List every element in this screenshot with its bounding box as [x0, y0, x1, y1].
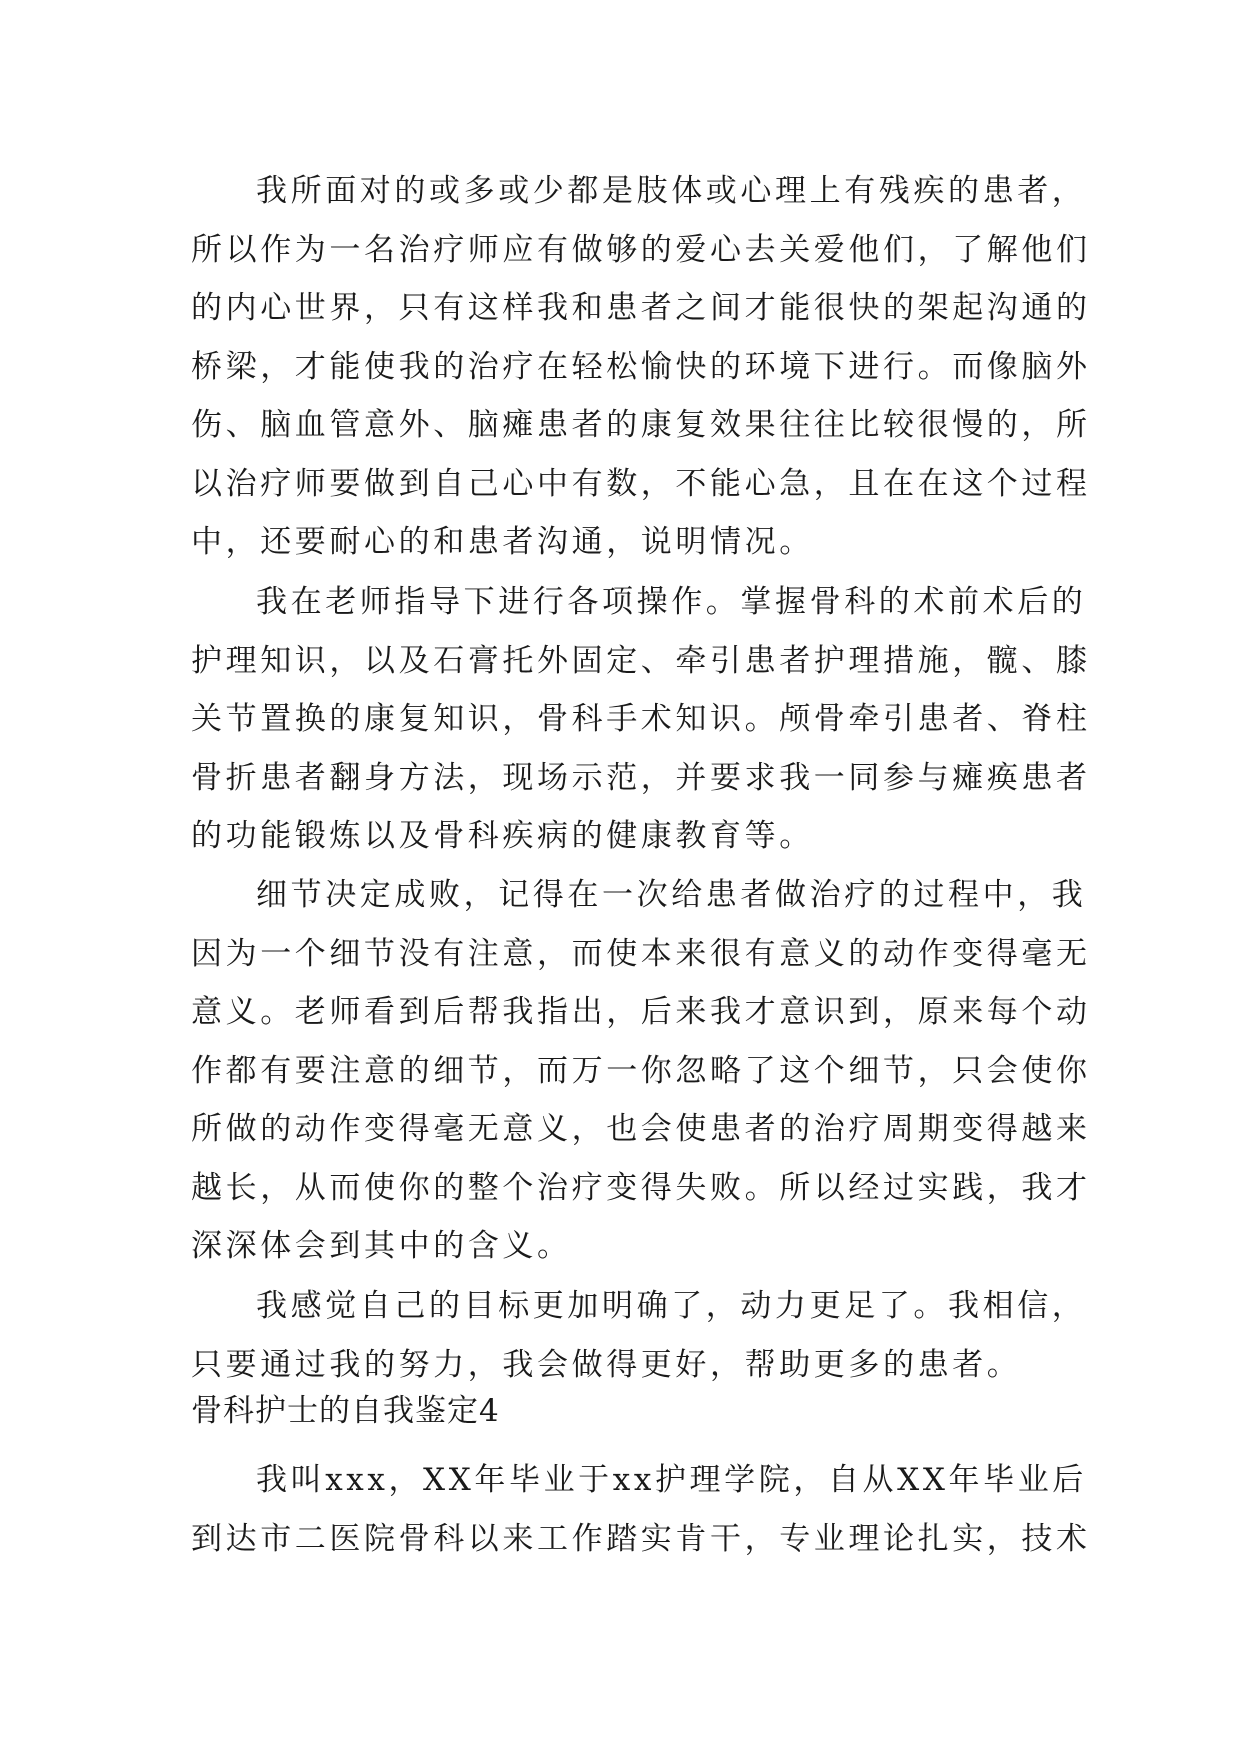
section-heading: 骨科护士的自我鉴定4 [191, 1393, 500, 1429]
paragraph-line: 桥梁，才能使我的治疗在轻松愉快的环境下进行。而像脑外 [191, 348, 1091, 385]
paragraph-line: 我在老师指导下进行各项操作。掌握骨科的术前术后的 [256, 584, 1087, 620]
paragraph-line: 的功能锻炼以及骨科疾病的健康教育等。 [191, 818, 814, 854]
paragraph-line: 护理知识，以及石膏托外固定、牵引患者护理措施，髋、膝 [191, 642, 1091, 679]
paragraph-2 [191, 573, 1091, 866]
paragraph-line: 只要通过我的努力，我会做得更好，帮助更多的患者。 [191, 1346, 1022, 1383]
paragraph-line: 伤、脑血管意外、脑瘫患者的康复效果往往比较很慢的，所 [191, 407, 1091, 443]
paragraph-line: 深深体会到其中的含义。 [191, 1228, 572, 1264]
paragraph-line: 越长，从而使你的整个治疗变得失败。所以经过实践，我才 [191, 1169, 1091, 1206]
paragraph-line: 因为一个细节没有注意，而使本来很有意义的动作变得毫无 [191, 935, 1091, 972]
paragraph-line: 中，还要耐心的和患者沟通，说明情况。 [191, 524, 814, 560]
paragraph-line: 我所面对的或多或少都是肢体或心理上有残疾的患者， [256, 173, 1087, 209]
paragraph-line: 我叫xxx，XX年毕业于xx护理学院，自从XX年毕业后 [256, 1462, 1087, 1498]
paragraph-line: 的内心世界，只有这样我和患者之间才能很快的架起沟通的 [191, 290, 1091, 326]
paragraph-line: 以治疗师要做到自己心中有数，不能心急，且在在这个过程 [191, 465, 1091, 502]
paragraph-line: 所做的动作变得毫无意义，也会使患者的治疗周期变得越来 [191, 1111, 1091, 1147]
paragraph-line: 所以作为一名治疗师应有做够的爱心去关爱他们，了解他们 [191, 231, 1091, 268]
paragraph-line: 到达市二医院骨科以来工作踏实肯干，专业理论扎实，技术 [191, 1520, 1091, 1557]
paragraph-line: 我感觉自己的目标更加明确了，动力更足了。我相信， [256, 1288, 1087, 1324]
paragraph-1 [191, 162, 1091, 572]
paragraph-line: 作都有要注意的细节，而万一你忽略了这个细节，只会使你 [191, 1052, 1091, 1089]
paragraph-line: 骨折患者翻身方法，现场示范，并要求我一同参与瘫痪患者 [191, 759, 1091, 796]
paragraph-3 [191, 866, 1091, 1276]
paragraph-4 [191, 1277, 1087, 1394]
paragraph-line: 细节决定成败，记得在一次给患者做治疗的过程中，我 [256, 877, 1087, 913]
paragraph-line: 关节置换的康复知识，骨科手术知识。颅骨牵引患者、脊柱 [191, 701, 1091, 737]
paragraph-5 [191, 1451, 1091, 1568]
paragraph-line: 意义。老师看到后帮我指出，后来我才意识到，原来每个动 [191, 994, 1091, 1030]
